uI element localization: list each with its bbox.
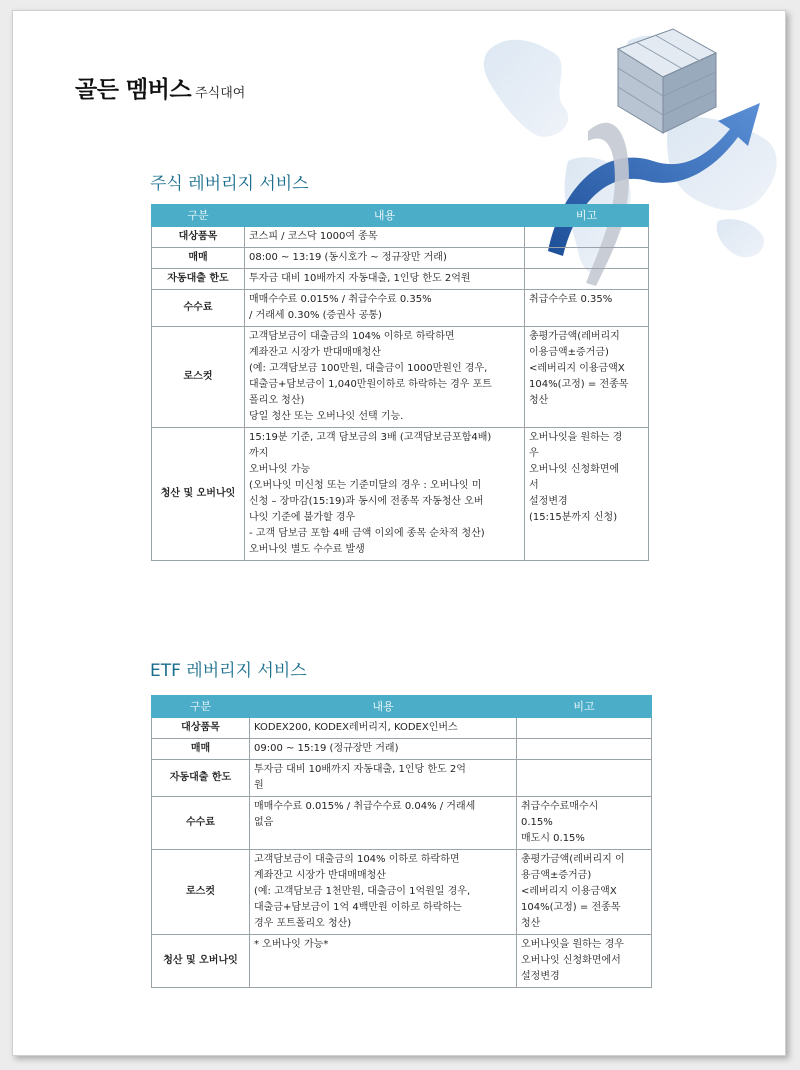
note-line: 104%(고정) = 전종목 — [529, 379, 629, 390]
note-line: 0.15% — [521, 817, 553, 828]
header-category: 구분 — [152, 696, 250, 718]
row-label: 수수료 — [152, 797, 250, 850]
content-line: 폴리오 청산) — [249, 395, 305, 406]
row-note — [517, 718, 652, 739]
page-title — [75, 71, 245, 104]
content-line: 경우 포트폴리오 청산) — [254, 918, 352, 929]
row-content — [250, 739, 517, 760]
table-row — [152, 290, 649, 327]
row-label: 청산 및 오버나잇 — [152, 428, 245, 561]
note-line: 이용금액±증거금) — [529, 347, 609, 358]
content-line: 08:00 ~ 13:19 (동시호가 ~ 정규장만 거래) — [249, 252, 447, 263]
row-content — [250, 850, 517, 935]
row-note — [517, 739, 652, 760]
content-line: 오버나잇 가능 — [249, 464, 311, 475]
row-note — [525, 327, 649, 428]
note-line: 오버나잇을 원하는 경 — [529, 432, 623, 443]
header-content: 내용 — [245, 205, 525, 227]
row-note — [525, 428, 649, 561]
content-line: 매매수수료 0.015% / 취급수수료 0.04% / 거래세 — [254, 801, 476, 812]
note-line: 오버나잇 신청화면에서 — [521, 955, 621, 966]
content-line: (예: 고객담보금 1천만원, 대출금이 1억원일 경우, — [254, 886, 471, 897]
content-line: 투자금 대비 10배까지 자동대출, 1인당 한도 2억 — [254, 764, 466, 775]
table-row — [152, 428, 649, 561]
content-line: 신청 – 장마감(15:19)과 동시에 전종목 자동청산 오버 — [249, 496, 484, 507]
row-note — [517, 935, 652, 988]
row-note — [517, 850, 652, 935]
table-header-row — [152, 205, 649, 227]
table-header-row — [152, 696, 652, 718]
note-line: 오버나잇을 원하는 경우 — [521, 939, 624, 950]
note-line: (15:15분까지 신청) — [529, 512, 618, 523]
content-line: KODEX200, KODEX레버리지, KODEX인버스 — [254, 722, 458, 733]
content-line: 투자금 대비 10배까지 자동대출, 1인당 한도 2억원 — [249, 273, 471, 284]
row-content — [250, 718, 517, 739]
row-note — [525, 227, 649, 248]
table-row — [152, 797, 652, 850]
content-line: 계좌잔고 시장가 반대매매청산 — [249, 347, 381, 358]
row-label: 매매 — [152, 739, 250, 760]
note-line: 설정변경 — [529, 496, 568, 507]
page-title-main: 골든 멤버스 — [75, 77, 192, 103]
document-page — [12, 10, 786, 1056]
content-line: (오버나잇 미신청 또는 기준미달의 경우 : 오버나잇 미 — [249, 480, 482, 491]
row-label: 자동대출 한도 — [152, 760, 250, 797]
header-category: 구분 — [152, 205, 245, 227]
row-note — [517, 760, 652, 797]
note-line: 청산 — [529, 395, 549, 406]
note-line: 청산 — [521, 918, 541, 929]
row-label: 대상품목 — [152, 718, 250, 739]
content-line: 코스피 / 코스닥 1000여 종목 — [249, 231, 378, 242]
note-line: 설정변경 — [521, 971, 560, 982]
row-note — [525, 269, 649, 290]
row-content — [245, 227, 525, 248]
table-row — [152, 850, 652, 935]
note-line: 취급수수료 0.35% — [529, 294, 613, 305]
note-line: 서 — [529, 480, 539, 491]
note-line: 총평가금액(레버리지 이 — [521, 854, 625, 865]
etf-leverage-table — [151, 695, 652, 988]
content-line: (예: 고객담보금 100만원, 대출금이 1000만원인 경우, — [249, 363, 488, 374]
content-line: 09:00 ~ 15:19 (정규장만 거래) — [254, 743, 399, 754]
row-content — [245, 248, 525, 269]
content-line: 계좌잔고 시장가 반대매매청산 — [254, 870, 386, 881]
row-content — [245, 269, 525, 290]
row-note — [525, 290, 649, 327]
content-line: 대출금+담보금이 1억 4백만원 이하로 하락하는 — [254, 902, 462, 913]
row-content — [250, 935, 517, 988]
row-label: 로스컷 — [152, 327, 245, 428]
row-content — [245, 290, 525, 327]
row-label: 매매 — [152, 248, 245, 269]
row-label: 수수료 — [152, 290, 245, 327]
stock-leverage-section-title: 주식 레버리지 서비스 — [150, 174, 309, 194]
content-line: 고객담보금이 대출금의 104% 이하로 하락하면 — [249, 331, 455, 342]
row-content — [250, 797, 517, 850]
row-content — [245, 428, 525, 561]
note-line: 매도시 0.15% — [521, 833, 585, 844]
content-line: 원 — [254, 780, 264, 791]
row-label: 자동대출 한도 — [152, 269, 245, 290]
content-line: 까지 — [249, 448, 269, 459]
table-row — [152, 269, 649, 290]
note-line: 용금액±증거금) — [521, 870, 592, 881]
page-title-sub: 주식대여 — [195, 86, 246, 101]
table-row — [152, 227, 649, 248]
note-line: <레버리지 이용금액X — [529, 363, 625, 374]
content-line: 없음 — [254, 817, 274, 828]
content-line: 대출금+담보금이 1,040만원이하로 하락하는 경우 포트 — [249, 379, 492, 390]
note-line: <레버리지 이용금액X — [521, 886, 617, 897]
row-label: 청산 및 오버나잇 — [152, 935, 250, 988]
note-line: 104%(고정) = 전종목 — [521, 902, 621, 913]
table-row — [152, 718, 652, 739]
header-content: 내용 — [250, 696, 517, 718]
note-line: 오버나잇 신청화면에 — [529, 464, 620, 475]
content-line: / 거래세 0.30% (증권사 공통) — [249, 310, 382, 321]
row-content — [245, 327, 525, 428]
table-row — [152, 739, 652, 760]
note-line: 우 — [529, 448, 539, 459]
stock-leverage-table — [151, 204, 649, 561]
content-line: - 고객 담보금 포함 4배 금액 이외에 종목 순차적 청산) — [249, 528, 485, 539]
row-label: 대상품목 — [152, 227, 245, 248]
content-line: 매매수수료 0.015% / 취급수수료 0.35% — [249, 294, 432, 305]
content-line: 나잇 기준에 불가할 경우 — [249, 512, 356, 523]
note-line: 취급수수료매수시 — [521, 801, 599, 812]
content-line: 당일 청산 또는 오버나잇 선택 기능. — [249, 411, 404, 422]
content-line: 오버나잇 별도 수수료 발생 — [249, 544, 365, 555]
note-line: 총평가금액(레버리지 — [529, 331, 620, 342]
table-row — [152, 248, 649, 269]
row-label: 로스컷 — [152, 850, 250, 935]
header-note: 비고 — [525, 205, 649, 227]
header-note: 비고 — [517, 696, 652, 718]
content-line: * 오버나잇 가능* — [254, 939, 329, 950]
row-note — [525, 248, 649, 269]
row-note — [517, 797, 652, 850]
table-row — [152, 935, 652, 988]
row-content — [250, 760, 517, 797]
content-line: 고객담보금이 대출금의 104% 이하로 하락하면 — [254, 854, 460, 865]
content-line: 15:19분 기준, 고객 담보금의 3배 (고객담보금포함4배) — [249, 432, 492, 443]
table-row — [152, 327, 649, 428]
etf-leverage-section-title: ETF 레버리지 서비스 — [150, 661, 307, 681]
table-row — [152, 760, 652, 797]
